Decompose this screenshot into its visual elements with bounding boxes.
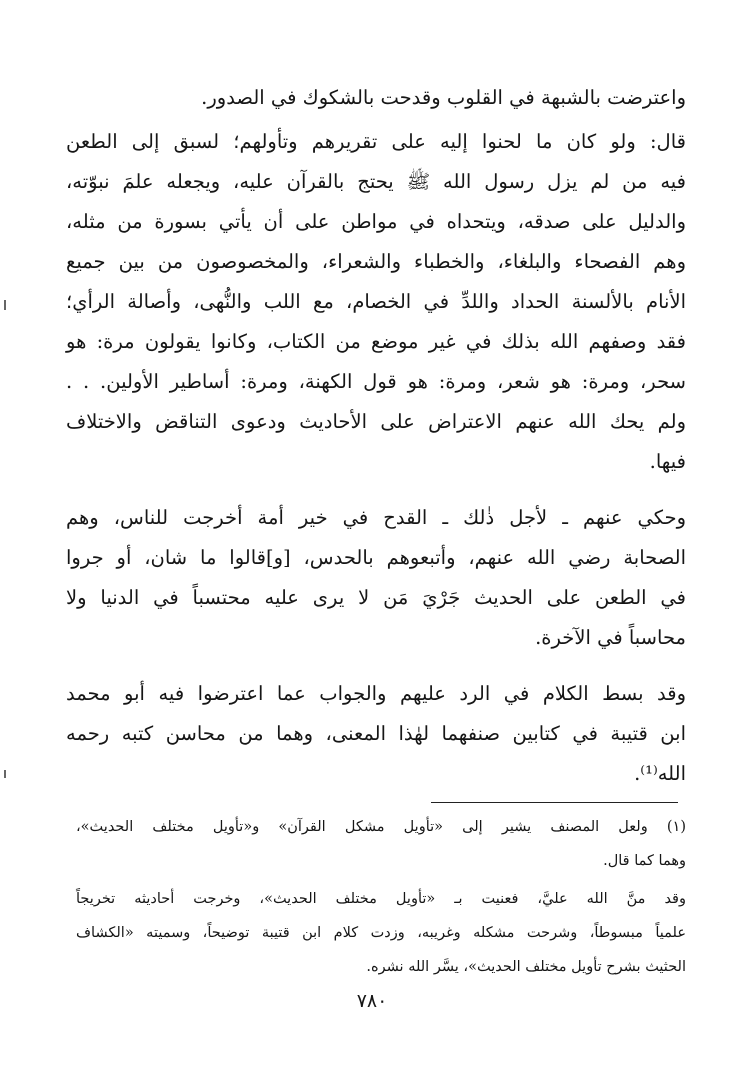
text-line: واعترضت بالشبهة في القلوب وقدحت بالشكوك في الصدور. bbox=[201, 86, 686, 109]
text-line: ولم يحك الله عنهم الاعتراض على الأحاديث ودعوى التناقض والاختلاف bbox=[66, 410, 686, 433]
footnote-separator bbox=[431, 802, 678, 803]
text-line: الأنام بالألسنة الحداد واللدِّ في الخصام، مع اللب والنُّهى، وأصالة الرأي؛ bbox=[66, 290, 686, 313]
text-line: الله⁽¹⁾. bbox=[634, 762, 686, 785]
footnote-1 bbox=[76, 810, 686, 878]
text-line: في الطعن على الحديث جَرْيَ مَن لا يرى عليه محتسباً في الدنيا ولا bbox=[66, 586, 686, 609]
footnote-line: علمياً مبسوطاً، وشرحت مشكله وغريبه، وزدت كلام ابن قتيبة توضيحاً، وسميته «الكشاف bbox=[76, 925, 686, 941]
footnote-2 bbox=[76, 882, 686, 984]
paragraph-3 bbox=[66, 498, 686, 658]
footnote-line: (١) ولعل المصنف يشير إلى «تأويل مشكل القرآن» و«تأويل مختلف الحديث»، bbox=[76, 819, 686, 835]
text-line: فيه من لم يزل رسول الله ﷺ يحتج بالقرآن عليه، ويجعله علمَ نبوّته، bbox=[66, 170, 686, 193]
text-line: محاسباً في الآخرة. bbox=[535, 626, 686, 649]
page-body bbox=[66, 78, 686, 794]
paragraph-4 bbox=[66, 674, 686, 794]
footnote-line: وهما كما قال. bbox=[603, 853, 686, 869]
text-line: قال: ولو كان ما لحنوا إليه على تقريرهم وتأولهم؛ لسبق إلى الطعن bbox=[66, 130, 686, 153]
page-number: ٧٨٠ bbox=[356, 990, 388, 1012]
text-line: والدليل على صدقه، ويتحداه في مواطن على أن يأتي بسورة من مثله، bbox=[66, 210, 686, 233]
footnotes bbox=[76, 810, 686, 984]
footnote-line: وقد منَّ الله عليَّ، فعنيت بـ «تأويل مختلف الحديث»، وخرجت أحاديثه تخريجاً bbox=[76, 891, 686, 907]
scan-edge-mark bbox=[4, 300, 6, 310]
text-line: وقد بسط الكلام في الرد عليهم والجواب عما اعترضوا فيه أبو محمد bbox=[66, 682, 686, 705]
paragraph-2 bbox=[66, 122, 686, 482]
footnote-line: الحثيث بشرح تأويل مختلف الحديث»، يسَّر الله نشره. bbox=[366, 959, 686, 975]
text-line: فيها. bbox=[649, 450, 686, 473]
text-line: وهم الفصحاء والبلغاء، والخطباء والشعراء، والمخصوصون من بين جميع bbox=[66, 250, 686, 273]
scan-edge-mark bbox=[4, 770, 6, 778]
text-line: ابن قتيبة في كتابين صنفهما لهٰذا المعنى، وهما من محاسن كتبه رحمه bbox=[66, 722, 686, 745]
text-line: سحر، ومرة: هو شعر، ومرة: هو قول الكهنة، ومرة: أساطير الأولين. . . bbox=[66, 370, 686, 393]
text-line: فقد وصفهم الله بذلك في غير موضع من الكتاب، وكانوا يقولون مرة: هو bbox=[66, 330, 686, 353]
paragraph-1 bbox=[66, 78, 686, 118]
text-line: وحكي عنهم ـ لأجل ذٰلك ـ القدح في خير أمة أخرجت للناس، وهم bbox=[66, 506, 686, 529]
text-line: الصحابة رضي الله عنهم، وأتبعوهم بالحدس، [و]قالوا ما شان، أو جروا bbox=[66, 546, 686, 569]
